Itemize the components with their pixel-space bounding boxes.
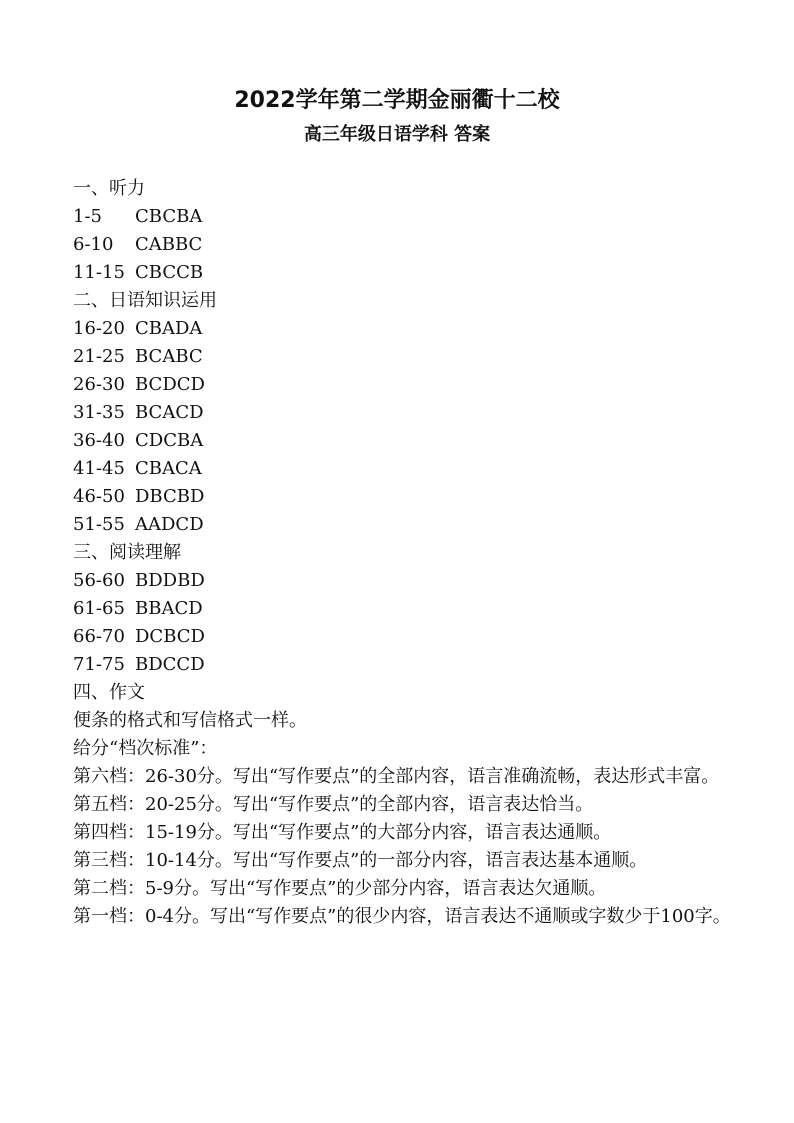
answer-row (73, 399, 733, 427)
answer-letters: BCACD (135, 402, 204, 423)
answer-row (73, 259, 733, 287)
answer-letters: CBACA (135, 458, 202, 479)
answer-row (73, 455, 733, 483)
answer-range: 6-10 (73, 234, 114, 255)
document-subtitle: 高三年级日语学科 答案 (303, 124, 491, 145)
answer-range: 66-70 (73, 626, 125, 647)
answer-letters: AADCD (135, 514, 204, 535)
section-heading-listening: 一、听力 (73, 178, 145, 199)
answer-row (73, 231, 733, 259)
answer-range: 26-30 (73, 374, 125, 395)
answer-range: 71-75 (73, 654, 125, 675)
answer-letters: BDCCD (135, 654, 205, 675)
section-heading-reading: 三、阅读理解 (73, 542, 181, 563)
answer-letters: BBACD (135, 598, 203, 619)
answer-row (73, 511, 733, 539)
answer-row (73, 343, 733, 371)
answer-range: 16-20 (73, 318, 125, 339)
answer-letters: CBCCB (135, 262, 204, 283)
answer-letters: BCDCD (135, 374, 205, 395)
answer-row (73, 651, 733, 679)
answer-range: 11-15 (73, 262, 125, 283)
answer-content (73, 175, 733, 931)
answer-range: 1-5 (73, 206, 102, 227)
answer-letters: BCABC (135, 346, 203, 367)
answer-letters: DBCBD (135, 486, 205, 507)
grade-level-3: 第三档：10-14分。写出“写作要点”的一部分内容，语言表达基本通顺。 (73, 850, 648, 871)
answer-range: 56-60 (73, 570, 125, 591)
answer-range: 21-25 (73, 346, 125, 367)
answer-range: 36-40 (73, 430, 125, 451)
answer-row (73, 483, 733, 511)
section-heading-writing: 四、作文 (73, 682, 145, 703)
answer-row (73, 371, 733, 399)
document-title: 2022学年第二学期金丽衢十二校 (234, 88, 560, 113)
answer-row (73, 623, 733, 651)
answer-letters: CDCBA (135, 430, 204, 451)
answer-range: 46-50 (73, 486, 125, 507)
answer-row (73, 203, 733, 231)
answer-row (73, 595, 733, 623)
answer-letters: CBADA (135, 318, 203, 339)
answer-row (73, 427, 733, 455)
answer-range: 41-45 (73, 458, 125, 479)
grade-level-6: 第六档：26-30分。写出“写作要点”的全部内容，语言准确流畅，表达形式丰富。 (73, 766, 720, 787)
answer-letters: CBCBA (135, 206, 203, 227)
answer-letters: DCBCD (135, 626, 205, 647)
answer-range: 31-35 (73, 402, 125, 423)
grade-level-2: 第二档：5-9分。写出“写作要点”的少部分内容，语言表达欠通顺。 (73, 878, 607, 899)
answer-range: 61-65 (73, 598, 125, 619)
grading-standard-title: 给分“档次标准”： (73, 738, 218, 759)
writing-format-note: 便条的格式和写信格式一样。 (73, 710, 307, 731)
grade-level-1: 第一档：0-4分。写出“写作要点”的很少内容，语言表达不通顺或字数少于100字。 (73, 906, 731, 927)
section-heading-knowledge: 二、日语知识运用 (73, 290, 217, 311)
grade-level-4: 第四档：15-19分。写出“写作要点”的大部分内容，语言表达通顺。 (73, 822, 612, 843)
answer-row (73, 567, 733, 595)
answer-row (73, 315, 733, 343)
answer-letters: CABBC (135, 234, 203, 255)
answer-range: 51-55 (73, 514, 125, 535)
grade-level-5: 第五档：20-25分。写出“写作要点”的全部内容，语言表达恰当。 (73, 794, 594, 815)
answer-letters: BDDBD (135, 570, 205, 591)
